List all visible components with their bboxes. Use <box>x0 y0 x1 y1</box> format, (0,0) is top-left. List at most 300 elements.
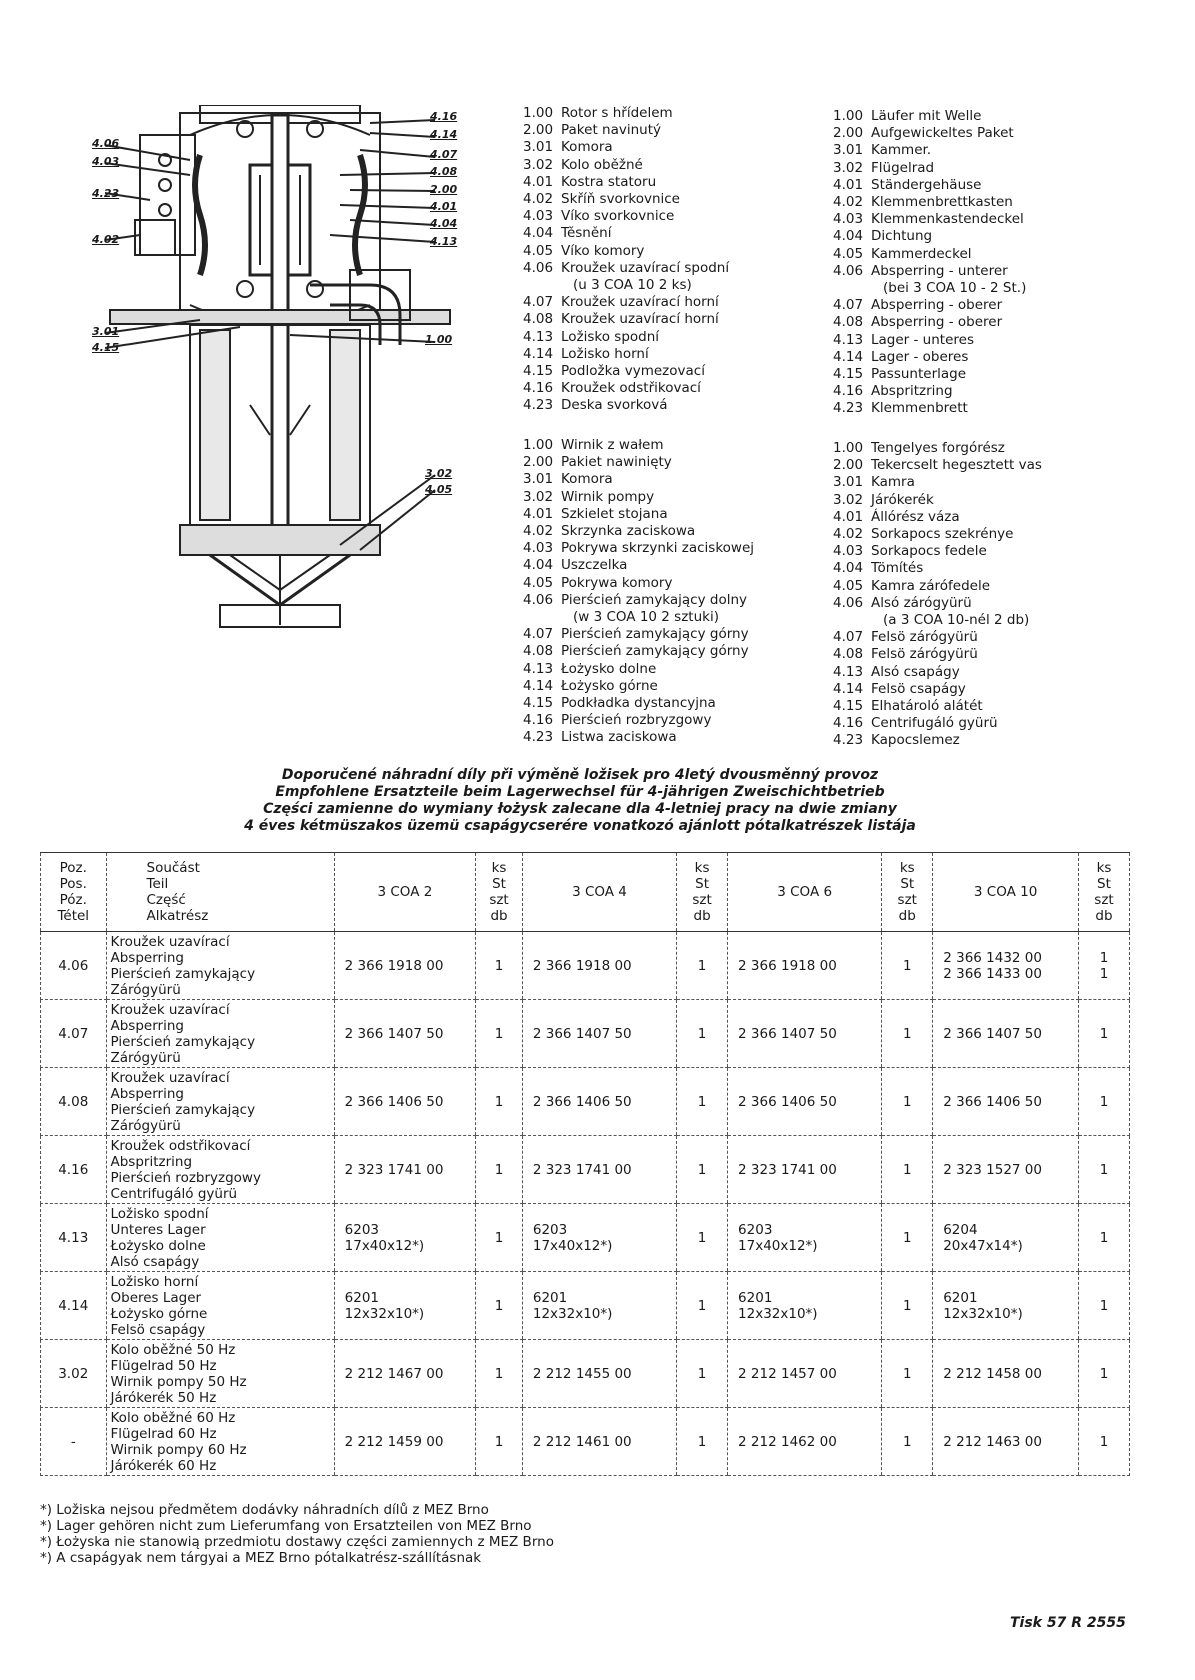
position-cell: 4.14 <box>41 1272 107 1340</box>
list-item <box>523 557 754 574</box>
footnote: *) A csapágyak nem tárgyai a MEZ Brno pótalkatrész-szállításnak <box>40 1550 482 1566</box>
item-label: Sorkapocs szekrénye <box>871 526 1014 543</box>
item-label: Víko svorkovnice <box>561 208 675 225</box>
position-cell: 4.13 <box>41 1204 107 1272</box>
item-label: Sorkapocs fedele <box>871 543 987 560</box>
list-item <box>833 595 1042 612</box>
part-number-cell: 2 323 1527 00 <box>933 1136 1079 1204</box>
part-name: Łożysko dolne <box>110 1237 206 1254</box>
item-label: Tekercselt hegesztett vas <box>871 457 1042 474</box>
item-label: Kroužek odstřikovací <box>561 380 701 397</box>
callout-label: 4.23 <box>92 187 120 200</box>
item-label: Abspritzring <box>871 383 953 400</box>
item-label: Pierścień rozbryzgowy <box>561 712 712 729</box>
list-item <box>523 157 729 174</box>
part-name: Oberes Lager <box>110 1289 202 1306</box>
part-name: Wirnik pompy 60 Hz <box>110 1441 247 1458</box>
item-number: 4.02 <box>523 191 554 208</box>
item-label: Kapocslemez <box>871 732 960 749</box>
callout-label: 4.15 <box>92 341 120 354</box>
item-label: Ložisko spodní <box>561 328 660 345</box>
item-number: 2.00 <box>523 454 554 471</box>
quantity-cell: 1 <box>882 932 933 1000</box>
part-name: Pierścień rozbryzgowy <box>110 1169 261 1186</box>
part-number-cell: 2 212 1463 00 <box>933 1408 1079 1476</box>
part-number-cell: 2 366 1918 00 <box>522 932 676 1000</box>
list-item <box>523 626 754 643</box>
item-label: Kamra <box>871 474 915 491</box>
quantity-cell: 1 <box>1078 1340 1129 1408</box>
part-name: Járókerék 60 Hz <box>110 1457 217 1474</box>
item-label: Uszczelka <box>561 557 628 574</box>
list-item <box>833 366 1026 383</box>
item-number: 4.07 <box>523 294 554 311</box>
item-label: Tömítés <box>871 560 924 577</box>
item-label: Lager - oberes <box>871 348 969 365</box>
quantity-cell: 1 <box>1078 1000 1129 1068</box>
item-number: 4.03 <box>523 540 554 557</box>
list-item <box>833 543 1042 560</box>
item-number: 4.16 <box>523 380 554 397</box>
item-number: 2.00 <box>833 125 864 142</box>
item-label: Kolo oběžné <box>561 156 643 173</box>
item-number: 3.02 <box>833 159 864 176</box>
item-label: Komora <box>561 139 613 156</box>
item-label: Kroužek uzavírací horní <box>561 311 719 328</box>
list-item <box>523 225 729 242</box>
item-number: 4.05 <box>833 245 864 262</box>
callout-label: 4.03 <box>92 155 120 168</box>
part-name-cell <box>106 932 334 1000</box>
item-label: Kamra zárófedele <box>871 577 991 594</box>
item-number: 4.07 <box>833 297 864 314</box>
list-item <box>833 400 1026 417</box>
list-item <box>523 139 729 156</box>
item-number: 3.02 <box>523 488 554 505</box>
part-name: Abspritzring <box>110 1153 193 1170</box>
list-item <box>523 243 729 260</box>
quantity-cell: 1 <box>677 1000 728 1068</box>
item-label: Wirnik z wałem <box>561 437 664 453</box>
part-number-cell: 2 212 1467 00 <box>334 1340 476 1408</box>
item-label: Wirnik pompy <box>561 488 655 505</box>
list-item <box>523 437 754 454</box>
item-number: 4.08 <box>833 646 864 663</box>
item-label: Ložisko horní <box>561 345 649 362</box>
item-number: 4.07 <box>833 629 864 646</box>
callout-label: 4.13 <box>430 235 458 248</box>
item-number: 4.15 <box>833 366 864 383</box>
list-item <box>833 715 1042 732</box>
list-item <box>833 612 1042 629</box>
table-row <box>41 932 1130 1000</box>
list-item <box>833 228 1026 245</box>
item-number: 4.13 <box>833 663 864 680</box>
list-item <box>523 277 729 294</box>
spare-parts-title <box>230 767 930 835</box>
table-body <box>41 932 1130 1476</box>
item-number: 4.07 <box>523 626 554 643</box>
list-item <box>833 664 1042 681</box>
footnotes <box>40 1502 554 1566</box>
position-cell: 3.02 <box>41 1340 107 1408</box>
item-number: 4.13 <box>523 328 554 345</box>
callout-label: 4.16 <box>430 110 458 123</box>
quantity-cell: 1 <box>882 1340 933 1408</box>
item-label: Kostra statoru <box>561 173 657 190</box>
item-number: 4.14 <box>523 345 554 362</box>
quantity-cell: 1 <box>882 1068 933 1136</box>
position-cell: - <box>41 1408 107 1476</box>
table-row <box>41 1204 1130 1272</box>
part-name: Pierścień zamykający <box>110 965 256 982</box>
list-item <box>523 506 754 523</box>
item-number: 3.01 <box>833 142 864 159</box>
list-item <box>833 211 1026 228</box>
item-number: 4.06 <box>523 259 554 276</box>
item-number: 3.01 <box>523 139 554 156</box>
item-number: 4.23 <box>523 729 554 746</box>
item-label: (u 3 COA 10 2 ks) <box>573 277 692 294</box>
part-name-cell <box>106 1272 334 1340</box>
list-item <box>523 363 729 380</box>
item-label: Lager - unteres <box>871 331 974 348</box>
part-number-cell: 6203 17x40x12*) <box>728 1204 882 1272</box>
item-label: Klemmenbrettkasten <box>871 194 1013 211</box>
part-number-cell: 2 212 1459 00 <box>334 1408 476 1476</box>
quantity-cell: 1 <box>476 932 523 1000</box>
item-label: Szkielet stojana <box>561 505 668 522</box>
item-number: 1.00 <box>833 108 864 124</box>
title-line-cs: Doporučené náhradní díly při výměně ložisek pro 4letý dvousměnný provoz <box>281 767 879 783</box>
parts-list-polish <box>523 437 754 747</box>
item-label: Víko komory <box>561 242 645 259</box>
item-number: 4.16 <box>833 715 864 732</box>
header-model: 3 COA 2 <box>334 853 476 932</box>
part-name-cell <box>106 1408 334 1476</box>
item-number: 4.08 <box>523 643 554 660</box>
item-number: 1.00 <box>523 437 554 453</box>
item-label: Absperring - unterer <box>871 262 1008 279</box>
table-header-row <box>41 853 1130 932</box>
list-item <box>833 142 1026 159</box>
part-name: Zárógyürü <box>110 1049 181 1066</box>
item-label: Alsó csapágy <box>871 663 960 680</box>
quantity-cell: 1 <box>1078 1136 1129 1204</box>
item-number: 2.00 <box>833 457 864 474</box>
part-number-cell: 6204 20x47x14*) <box>933 1204 1079 1272</box>
item-label: Felsö zárógyürü <box>871 629 978 646</box>
quantity-cell: 1 <box>677 932 728 1000</box>
quantity-cell: 1 <box>677 1068 728 1136</box>
list-item <box>833 108 1026 125</box>
list-item <box>523 575 754 592</box>
item-label: Állórész váza <box>871 508 960 525</box>
item-number: 4.13 <box>833 331 864 348</box>
item-label: Kroužek uzavírací spodní <box>561 259 730 276</box>
item-number: 4.05 <box>523 574 554 591</box>
item-label: Kammerdeckel <box>871 245 972 262</box>
list-item <box>833 560 1042 577</box>
part-number-cell: 2 366 1406 50 <box>933 1068 1079 1136</box>
callout-label: 4.06 <box>92 137 120 150</box>
title-line-de: Empfohlene Ersatzteile beim Lagerwechsel für 4-jährigen Zweischichtbetrieb <box>275 784 885 800</box>
list-item <box>523 695 754 712</box>
list-item <box>833 629 1042 646</box>
list-item <box>523 329 729 346</box>
item-number: 3.02 <box>833 491 864 508</box>
part-name: Absperring <box>110 949 184 966</box>
item-label: Skříň svorkovnice <box>561 191 680 208</box>
item-label: Elhatároló alátét <box>871 698 983 715</box>
header-qty: ks St szt db <box>882 853 933 932</box>
item-number: 4.16 <box>833 383 864 400</box>
part-number-cell: 2 366 1432 00 2 366 1433 00 <box>933 932 1079 1000</box>
part-name: Kolo oběžné 50 Hz <box>110 1341 236 1358</box>
print-mark: Tisk 57 R 2555 <box>1010 1615 1126 1631</box>
item-number <box>523 609 561 626</box>
item-label: Podkładka dystancyjna <box>561 695 716 712</box>
spare-parts-table <box>40 852 1130 1476</box>
part-name: Kroužek uzavírací <box>110 1069 230 1086</box>
item-label: Komora <box>561 471 613 488</box>
title-line-hu: 4 éves kétmüszakos üzemü csapágycserére vonatkozó ajánlott pótalkatrészek listája <box>244 818 916 834</box>
list-item <box>523 208 729 225</box>
header-part: Součást Teil Część Alkatrész <box>106 853 334 932</box>
item-label: Pierścień zamykający dolny <box>561 591 748 608</box>
part-number-cell: 2 212 1455 00 <box>522 1340 676 1408</box>
item-label: Klemmenkastendeckel <box>871 211 1024 228</box>
item-number: 4.08 <box>833 314 864 331</box>
item-label: Podložka vymezovací <box>561 363 705 380</box>
list-item <box>523 678 754 695</box>
item-number: 4.04 <box>833 560 864 577</box>
item-label: Flügelrad <box>871 159 935 176</box>
part-number-cell: 2 212 1458 00 <box>933 1340 1079 1408</box>
part-name-cell <box>106 1340 334 1408</box>
item-label: Felsö zárógyürü <box>871 646 978 663</box>
item-number: 4.23 <box>833 732 864 749</box>
part-name: Alsó csapágy <box>110 1253 200 1270</box>
part-name: Járókerék 50 Hz <box>110 1389 217 1406</box>
item-label: (bei 3 COA 10 - 2 St.) <box>883 280 1027 297</box>
part-name: Kroužek uzavírací <box>110 933 230 950</box>
part-number-cell: 6201 12x32x10*) <box>334 1272 476 1340</box>
item-number: 4.02 <box>833 194 864 211</box>
item-label: Klemmenbrett <box>871 400 968 417</box>
quantity-cell: 1 <box>882 1204 933 1272</box>
list-item <box>833 526 1042 543</box>
item-number: 4.03 <box>833 211 864 228</box>
item-number: 4.02 <box>523 523 554 540</box>
footnote: *) Łożyska nie stanowią przedmiotu dostawy części zamiennych z MEZ Brno <box>40 1534 554 1550</box>
table-row <box>41 1408 1130 1476</box>
item-label: Felsö csapágy <box>871 680 966 697</box>
callout-label: 4.07 <box>430 148 458 161</box>
list-item <box>833 492 1042 509</box>
part-name: Unteres Lager <box>110 1221 206 1238</box>
callout-label: 3.01 <box>92 325 120 338</box>
table-row <box>41 1136 1130 1204</box>
item-label: Kroužek uzavírací horní <box>561 294 719 311</box>
part-number-cell: 2 366 1918 00 <box>728 932 882 1000</box>
quantity-cell: 1 <box>1078 1204 1129 1272</box>
item-number: 4.03 <box>833 543 864 560</box>
footnote: *) Ložiska nejsou předmětem dodávky náhradních dílů z MEZ Brno <box>40 1502 489 1518</box>
item-number: 2.00 <box>523 122 554 139</box>
list-item <box>833 383 1026 400</box>
quantity-cell: 1 <box>882 1136 933 1204</box>
part-number-cell: 2 212 1461 00 <box>522 1408 676 1476</box>
header-model: 3 COA 10 <box>933 853 1079 932</box>
item-label: Járókerék <box>871 491 934 508</box>
callout-label: 4.08 <box>430 165 458 178</box>
item-label: Ständergehäuse <box>871 176 982 193</box>
list-item <box>523 489 754 506</box>
item-label: Łożysko dolne <box>561 660 657 677</box>
item-label: Deska svorková <box>561 397 668 414</box>
quantity-cell: 1 <box>882 1408 933 1476</box>
part-number-cell: 2 366 1406 50 <box>522 1068 676 1136</box>
item-number: 4.13 <box>523 660 554 677</box>
item-label: Tengelyes forgórész <box>871 440 1005 456</box>
position-cell: 4.07 <box>41 1000 107 1068</box>
quantity-cell: 1 <box>677 1408 728 1476</box>
part-name: Ložisko spodní <box>110 1205 209 1222</box>
list-item <box>833 177 1026 194</box>
item-label: Łożysko górne <box>561 677 658 694</box>
quantity-cell: 1 <box>882 1000 933 1068</box>
part-number-cell: 2 366 1407 50 <box>334 1000 476 1068</box>
quantity-cell: 1 <box>476 1272 523 1340</box>
list-item <box>833 160 1026 177</box>
item-number: 4.01 <box>523 173 554 190</box>
item-label: Alsó zárógyürü <box>871 594 972 611</box>
item-number: 4.03 <box>523 208 554 225</box>
part-name-cell <box>106 1068 334 1136</box>
quantity-cell: 1 <box>476 1204 523 1272</box>
item-label: Centrifugáló gyürü <box>871 715 998 732</box>
header-qty: ks St szt db <box>677 853 728 932</box>
item-number: 4.05 <box>523 242 554 259</box>
item-label: Pierścień zamykający górny <box>561 626 749 643</box>
list-item <box>523 174 729 191</box>
list-item <box>523 191 729 208</box>
item-label: Absperring - oberer <box>871 314 1003 331</box>
table-row <box>41 1272 1130 1340</box>
position-cell: 4.06 <box>41 932 107 1000</box>
list-item <box>523 471 754 488</box>
part-name-cell <box>106 1136 334 1204</box>
list-item <box>833 681 1042 698</box>
list-item <box>523 294 729 311</box>
item-label: Läufer mit Welle <box>871 108 982 124</box>
part-number-cell: 2 366 1918 00 <box>334 932 476 1000</box>
item-number: 1.00 <box>833 440 864 456</box>
part-name: Zárógyürü <box>110 981 181 998</box>
part-name: Pierścień zamykający <box>110 1101 256 1118</box>
item-number: 3.02 <box>523 156 554 173</box>
parts-list-czech <box>523 105 729 415</box>
quantity-cell: 1 1 <box>1078 932 1129 1000</box>
item-label: Paket navinutý <box>561 122 661 139</box>
item-label: Kammer. <box>871 142 932 159</box>
header-qty: ks St szt db <box>1078 853 1129 932</box>
callout-label: 1.00 <box>425 333 453 346</box>
callout-label: 4.02 <box>92 233 120 246</box>
list-item <box>833 578 1042 595</box>
item-label: Pokrywa komory <box>561 574 673 591</box>
part-name: Kroužek odstřikovací <box>110 1137 251 1154</box>
item-number: 4.01 <box>833 176 864 193</box>
parts-list-german <box>833 108 1026 418</box>
callout-label: 3.02 <box>425 467 453 480</box>
list-item <box>833 474 1042 491</box>
item-label: Těsnění <box>561 225 612 242</box>
item-number: 3.01 <box>833 474 864 491</box>
item-number <box>523 277 561 294</box>
list-item <box>523 609 754 626</box>
header-position: Poz. Pos. Póz. Tétel <box>41 853 107 932</box>
part-name: Wirnik pompy 50 Hz <box>110 1373 247 1390</box>
list-item <box>523 661 754 678</box>
part-name: Łożysko górne <box>110 1305 208 1322</box>
item-number: 4.06 <box>833 594 864 611</box>
part-name: Absperring <box>110 1085 184 1102</box>
quantity-cell: 1 <box>1078 1068 1129 1136</box>
part-name: Zárógyürü <box>110 1117 181 1134</box>
item-number: 4.14 <box>833 680 864 697</box>
callout-label: 4.14 <box>430 128 458 141</box>
pump-cross-section-drawing <box>40 105 460 645</box>
list-item <box>833 349 1026 366</box>
part-number-cell: 2 366 1406 50 <box>334 1068 476 1136</box>
item-number: 4.06 <box>833 262 864 279</box>
part-number-cell: 2 366 1406 50 <box>728 1068 882 1136</box>
part-name: Absperring <box>110 1017 184 1034</box>
list-item <box>833 646 1042 663</box>
list-item <box>833 280 1026 297</box>
part-number-cell: 6201 12x32x10*) <box>933 1272 1079 1340</box>
list-item <box>833 732 1042 749</box>
part-name-cell <box>106 1204 334 1272</box>
part-number-cell: 2 366 1407 50 <box>522 1000 676 1068</box>
part-number-cell: 6203 17x40x12*) <box>334 1204 476 1272</box>
part-name: Centrifugáló gyürü <box>110 1185 238 1202</box>
part-name: Kroužek uzavírací <box>110 1001 230 1018</box>
item-number: 3.01 <box>523 471 554 488</box>
quantity-cell: 1 <box>476 1068 523 1136</box>
item-number: 4.08 <box>523 311 554 328</box>
list-item <box>523 122 729 139</box>
item-number: 1.00 <box>523 105 554 121</box>
header-model: 3 COA 6 <box>728 853 882 932</box>
item-number: 4.06 <box>523 591 554 608</box>
item-label: (a 3 COA 10-nél 2 db) <box>883 612 1030 629</box>
item-number: 4.16 <box>523 712 554 729</box>
part-name-cell <box>106 1000 334 1068</box>
item-number: 4.04 <box>833 228 864 245</box>
parts-list-hungarian <box>833 440 1042 750</box>
item-label: Pierścień zamykający górny <box>561 643 749 660</box>
position-cell: 4.16 <box>41 1136 107 1204</box>
quantity-cell: 1 <box>677 1340 728 1408</box>
table-row <box>41 1068 1130 1136</box>
list-item <box>833 332 1026 349</box>
item-number: 4.14 <box>523 677 554 694</box>
part-number-cell: 6201 12x32x10*) <box>522 1272 676 1340</box>
item-number: 4.02 <box>833 526 864 543</box>
